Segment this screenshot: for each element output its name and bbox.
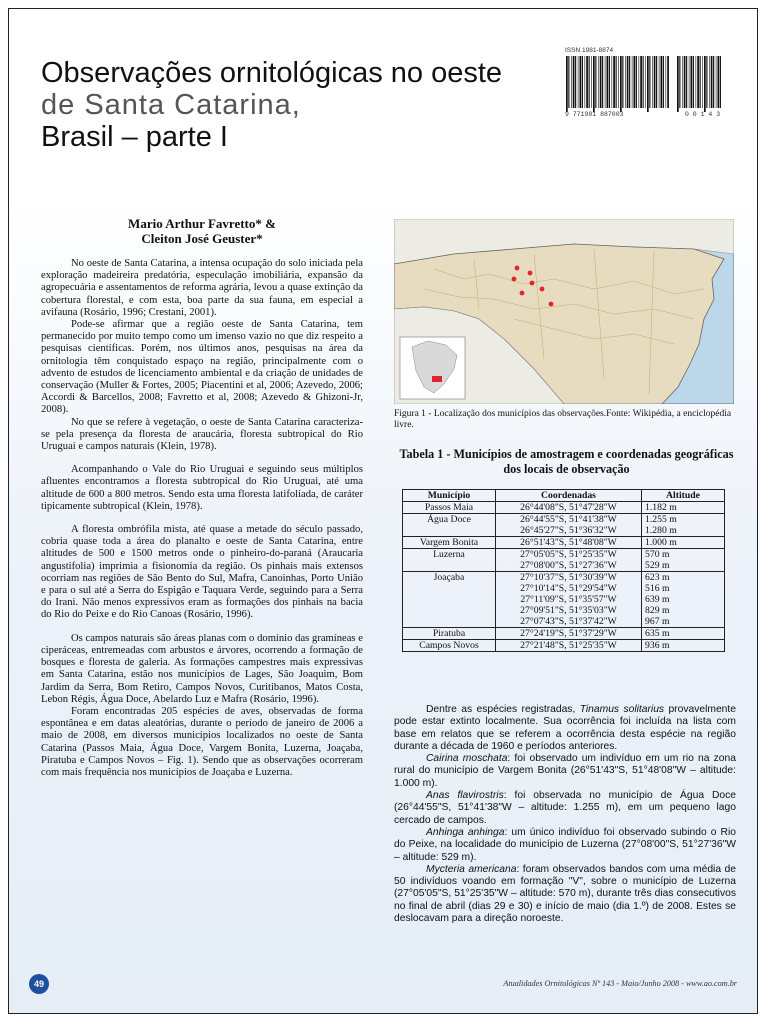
barcode-bar <box>706 56 707 108</box>
text-run: : um único indivíduo foi observado subindo o Rio do Peixe, na localidade do município de Luzerna (27°08'00"S, 51°27'36"W – altitude: 529 m). <box>394 826 736 863</box>
coordinates-cell: 27°08'00"S, 51°27'36"W <box>496 560 642 572</box>
authors <box>41 216 363 246</box>
table-header: Município <box>403 490 496 502</box>
barcode-bar <box>659 56 660 108</box>
coordinates-cell: 26°44'55"S, 51°41'38"W <box>496 514 642 526</box>
barcode-bar <box>620 56 622 112</box>
species-name: Anas flavirostris <box>426 790 504 802</box>
author-line-2: Cleiton José Geuster* <box>141 231 263 246</box>
barcode-bar <box>700 56 701 108</box>
article-title <box>41 57 502 153</box>
table-title: Tabela 1 - Municípios de amostragem e coordenadas geográficas dos locais de observação <box>399 447 734 476</box>
paragraph: No oeste de Santa Catarina, a intensa ocupação do solo iniciada pela exploração madeireira predatória, especulação imobiliária, expansão da agropecuária e assentamentos de reforma agrária, levou a quase extinção da cobertura florestal, e com esta, boa parte da sua fauna, em especial a avifauna (Rosário, 1996; Crestani, 2001). <box>41 258 363 318</box>
barcode-bar <box>586 56 588 108</box>
barcode-bar <box>677 56 679 112</box>
municipality-cell <box>403 525 496 537</box>
text-run: Dentre as espécies registradas, <box>426 704 580 715</box>
barcode-bar <box>697 56 699 108</box>
barcode-bar <box>612 56 613 108</box>
table-row <box>403 537 725 549</box>
barcode-bar <box>578 56 579 108</box>
barcode-main <box>566 56 670 112</box>
municipality-cell: Campos Novos <box>403 640 496 652</box>
barcode-bar <box>613 56 615 108</box>
map-marker <box>515 266 520 271</box>
barcode-bar <box>591 56 592 108</box>
barcode-bar <box>645 56 646 108</box>
barcode-digits-main: 9 771981 887003 <box>565 111 624 118</box>
title-line-3: Brasil – parte I <box>41 121 228 153</box>
page-number-badge: 49 <box>29 974 49 994</box>
barcode-bar <box>709 56 710 108</box>
barcode-bar <box>718 56 720 108</box>
barcode-bar <box>682 56 683 108</box>
coordinates-cell: 27°21'48"S, 51°25'35"W <box>496 640 642 652</box>
coordinates-cell: 27°10'37"S, 51°30'39"W <box>496 572 642 584</box>
author-line-1: Mario Arthur Favretto* & <box>128 216 276 231</box>
municipality-cell <box>403 560 496 572</box>
barcode-bar <box>575 56 576 108</box>
species-name: Anhinga anhinga <box>426 826 505 838</box>
municipality-cell <box>403 605 496 616</box>
barcode-bar <box>634 56 636 108</box>
barcode-bar <box>625 56 626 108</box>
altitude-cell: 623 m <box>642 572 725 584</box>
barcode-bar <box>627 56 629 108</box>
municipality-cell: Luzerna <box>403 549 496 561</box>
barcode-bar <box>605 56 606 108</box>
barcode-bar <box>573 56 575 108</box>
barcode-bar <box>704 56 706 112</box>
barcode-digits-addon: 0 0 1 4 3 <box>685 111 721 118</box>
species-name: Mycteria americana <box>426 863 517 875</box>
barcode-bar <box>696 56 697 108</box>
coordinates-cell: 27°10'14"S, 51°29'54"W <box>496 583 642 594</box>
text-run: : foi observado um indivíduo em um rio na zona rural do município de Vargem Bonita (26°51'43"S, 51°48'08"W – altitude: 1.000 m). <box>394 753 736 789</box>
coordinates-table <box>402 489 725 652</box>
municipality-cell: Água Doce <box>403 514 496 526</box>
table-header-row <box>403 490 725 502</box>
paragraph: Pode-se afirmar que a região oeste de Santa Catarina, tem permanecido por muito tempo como um imenso vazio no que diz respeito a pesquisas científicas. Porém, nos últimos anos, pesquisas na área da ornitologia têm conquistado espaço na região, principalmente com o advento de estudos de licenciamento ambiental e da criação de unidades de conservação (Muller & Fortes, 2005; Piacentini et al, 2006; Azevedo, 2006; Accordi & Barcellos, 2008; Favretto et al, 2008; Azevedo & Ghizoni-Jr, 2008). <box>41 319 363 416</box>
barcode-bar <box>607 56 609 108</box>
coordinates-cell: 27°24'19"S, 51°37'29"W <box>496 628 642 640</box>
barcode-bar <box>649 56 650 108</box>
title-line-1: Observações ornitológicas no oeste <box>41 57 503 89</box>
altitude-cell: 639 m <box>642 594 725 605</box>
municipality-cell: Piratuba <box>403 628 496 640</box>
coordinates-cell: 26°44'08"S, 51°47'28"W <box>496 502 642 514</box>
altitude-cell: 635 m <box>642 628 725 640</box>
barcode-bar <box>600 56 602 108</box>
left-column-text <box>41 258 363 779</box>
title-line-2: de Santa Catarina, <box>41 89 301 121</box>
barcode-bar <box>656 56 657 108</box>
barcode-bar <box>639 56 640 108</box>
barcode-bar <box>691 56 693 108</box>
altitude-cell: 1.182 m <box>642 502 725 514</box>
paragraph: A floresta ombrófila mista, até quase a metade do século passado, cobria quase toda a área do planalto e oeste de Santa Catarina, entre altitudes de 500 e 1500 metros onde o pinheiro-do-paraná (Araucaria angustifolia) imprimia a fisionomia da região. Os pinhais mais extensos ocorriam nas regiões de São Bento do Sul, Mafra, Canoinhas, Porto União e para o sul até a Serra do Espigão e Taquara Verde, seguindo para a Serra do Irani. Não menos expressivos eram as formações dos pinhais na bacia do Rio do Peixe e do Rio Canoas (Rosário, 1996). <box>41 524 363 621</box>
paragraph <box>394 827 736 864</box>
table-header: Altitude <box>642 490 725 502</box>
table-row <box>403 594 725 605</box>
barcode-bar <box>632 56 633 108</box>
barcode-bar <box>618 56 619 108</box>
inset-highlight <box>432 376 442 382</box>
location-map <box>394 219 734 404</box>
barcode-bar <box>595 56 596 108</box>
barcode-bar <box>602 56 603 108</box>
barcode-bar <box>609 56 610 108</box>
barcode-bar <box>702 56 703 108</box>
barcode-bar <box>580 56 582 108</box>
barcode-bar <box>666 56 667 108</box>
barcode-bar <box>585 56 586 108</box>
barcode-bar <box>663 56 664 108</box>
barcode-bar <box>686 56 687 108</box>
altitude-cell: 570 m <box>642 549 725 561</box>
barcode-bar <box>589 56 590 108</box>
barcode-bar <box>640 56 642 108</box>
table-row <box>403 502 725 514</box>
barcode-bar <box>598 56 599 108</box>
barcode-bar <box>661 56 663 108</box>
paragraph: Os campos naturais são áreas planas com o domínio das gramíneas e ciperáceas, entremeadas com arbustos e árvores, ocorrendo a formação de bosques e floresta de galeria. As formações campestres mais expressivas em Santa Catarina, estão nos municípios de Lages, São Joaquim, Bom Jardim da Serra, Bom Retiro, Campos Novos, Curitibanos, Matos Costa, Lebon Régis, Água Doce, Abelardo Luz e Mafra (Rosário, 1996). <box>41 632 363 705</box>
municipality-cell <box>403 583 496 594</box>
altitude-cell: 1.000 m <box>642 537 725 549</box>
barcode-bar <box>636 56 637 108</box>
coordinates-cell: 26°45'27"S, 51°36'32"W <box>496 525 642 537</box>
map-marker <box>520 291 525 296</box>
barcode-bar <box>647 56 649 112</box>
barcode-bar <box>684 56 686 108</box>
barcode-bar <box>716 56 717 108</box>
altitude-cell: 1.280 m <box>642 525 725 537</box>
paragraph <box>394 790 736 827</box>
altitude-cell: 529 m <box>642 560 725 572</box>
coordinates-cell: 27°07'43"S, 51°37'42"W <box>496 616 642 628</box>
paragraph: Acompanhando o Vale do Rio Uruguai e seguindo seus múltiplos afluentes encontramos a floresta subtropical do Rio Uruguai, até uma altitude de 600 a 800 metros. Sendo esta uma floresta latifoliada, de caráter tipicamente subtropical (Klein, 1978). <box>41 464 363 512</box>
municipality-cell: Passos Maia <box>403 502 496 514</box>
map-marker <box>549 302 554 307</box>
barcode-addon <box>677 56 723 112</box>
table-row <box>403 583 725 594</box>
barcode-bar <box>720 56 721 108</box>
right-column-text <box>394 704 736 925</box>
barcode-bar <box>571 56 572 108</box>
issn-label: ISSN 1981-8874 <box>565 47 614 54</box>
table-row <box>403 572 725 584</box>
species-name: Cairina moschata <box>426 753 508 765</box>
altitude-cell: 829 m <box>642 605 725 616</box>
barcode-bar <box>652 56 653 108</box>
altitude-cell: 1.255 m <box>642 514 725 526</box>
paragraph <box>394 864 736 925</box>
table-row <box>403 549 725 561</box>
barcode-bar <box>654 56 656 108</box>
journal-page <box>8 8 758 1014</box>
species-name: Tinamus solitarius <box>579 704 665 715</box>
barcode-bar <box>582 56 583 108</box>
paragraph <box>394 704 736 753</box>
municipality-cell: Joaçaba <box>403 572 496 584</box>
barcode-bar <box>616 56 617 108</box>
paragraph: No que se refere à vegetação, o oeste de Santa Catarina caracteriza-se pela presença da floresta de araucária, floresta subtropical do Rio Uruguai e campos naturais (Klein, 1978). <box>41 416 363 453</box>
barcode-bar <box>566 56 568 112</box>
barcode-bar <box>713 56 714 108</box>
barcode-bar <box>679 56 680 108</box>
barcode-bar <box>629 56 630 108</box>
table-row <box>403 628 725 640</box>
table-row <box>403 560 725 572</box>
paragraph: Foram encontradas 205 espécies de aves, observadas de forma espontânea e em datas aleatórias, durante o período de janeiro de 2006 a maio de 2008, em diversos municípios localizados no oeste de Santa Catarina (Passos Maia, Água Doce, Vargem Bonita, Luzerna, Joaçaba, Piratuba e Campos Novos – Fig. 1). Sendo que as observações ocorreram com mais frequência nos municípios de Joaçaba e Luzerna. <box>41 705 363 778</box>
barcode-bar <box>693 56 694 108</box>
municipality-cell: Vargem Bonita <box>403 537 496 549</box>
barcode-bar <box>689 56 690 108</box>
text-run: : foram observados bandos com uma média de 50 indivíduos voando em formação "V", sobre o município de Luzerna (27°05'05"S, 51°25'35"W – altitude: 570 m), durante três dias consecutivos no final de abril (dias 29 e 30) e início de maio (dia 1.º) de 2008. Estes se deslocavam para a direção noroeste. <box>394 863 736 925</box>
map-marker <box>512 277 517 282</box>
coordinates-cell: 26°51'43"S, 51°48'08"W <box>496 537 642 549</box>
barcode-bar <box>643 56 644 108</box>
text-run: provavelmente pode estar extinto localmente. Sua ocorrência foi incluída na lista com base em relatos que se referem a ocorrência desta espécie na região durante a década de 1960 e períodos anteriores. <box>394 704 736 752</box>
map-marker <box>530 281 535 286</box>
altitude-cell: 936 m <box>642 640 725 652</box>
barcode-bar <box>711 56 713 108</box>
table-header: Coordenadas <box>496 490 642 502</box>
municipality-cell <box>403 616 496 628</box>
barcode-bar <box>593 56 595 112</box>
barcode-bar <box>667 56 669 108</box>
barcode-bar <box>622 56 623 108</box>
map-marker <box>540 287 545 292</box>
table-row <box>403 640 725 652</box>
table-row <box>403 616 725 628</box>
figure-caption: Figura 1 - Localização dos municípios das observações.Fonte: Wikipédia, a enciclopédia livre. <box>394 409 732 430</box>
table-row <box>403 605 725 616</box>
footer-citation: Atualidades Ornitológicas Nº 143 - Maio/Junho 2008 - www.ao.com.br <box>503 979 737 988</box>
coordinates-cell: 27°05'05"S, 51°25'35"W <box>496 549 642 561</box>
map-marker <box>528 271 533 276</box>
barcode-bar <box>568 56 569 108</box>
table-row <box>403 525 725 537</box>
municipality-cell <box>403 594 496 605</box>
text-run: : foi observada no município de Água Doce (26°44'55"S, 51°41'38"W – altitude: 1.255 m), em um pequeno lago cercado de campos. <box>394 790 736 826</box>
paragraph <box>394 753 736 790</box>
coordinates-cell: 27°11'09"S, 51°35'57"W <box>496 594 642 605</box>
table-row <box>403 514 725 526</box>
coordinates-cell: 27°09'51"S, 51°35'03"W <box>496 605 642 616</box>
altitude-cell: 967 m <box>642 616 725 628</box>
altitude-cell: 516 m <box>642 583 725 594</box>
